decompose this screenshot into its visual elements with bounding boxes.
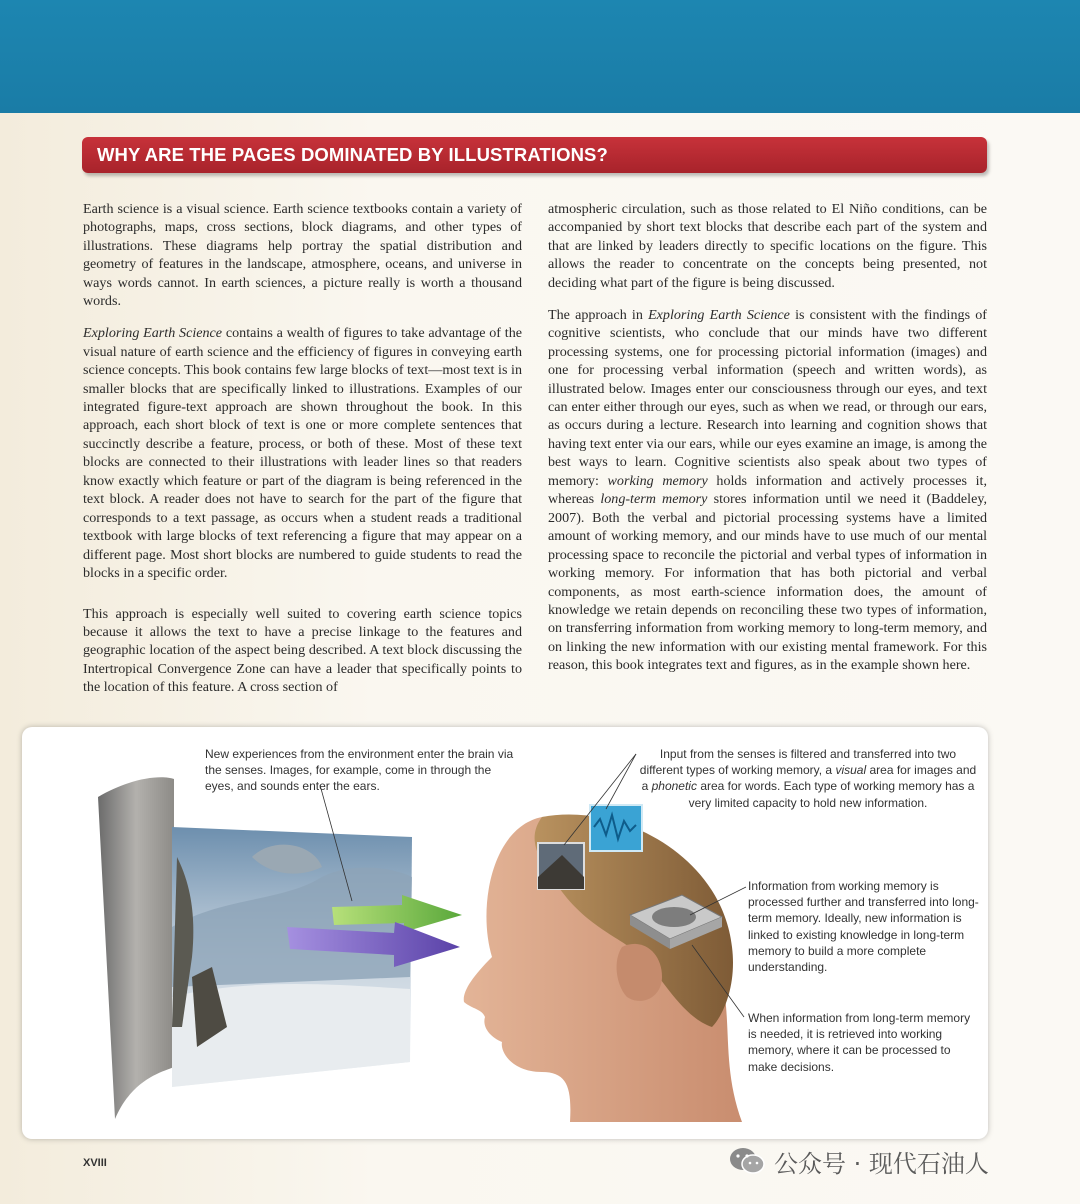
memory-figure-panel xyxy=(22,727,988,1139)
paragraph: The approach in Exploring Earth Science is consistent with the findings of cognitive scientists, who conclude that our minds have two different processing systems, one for processing pictorial information (images) and one for processing verbal information (speech and written words), as illustrated below. Images enter our consciousness through our eyes, and text can enter either through our eyes, such as when we read, or through our ears, as occurs during a lecture. Research into learning and cognition shows that having text enter via our ears, while our eyes examine an image, is among the best ways to learn. Cognitive scientists also speak about two types of memory: working memory holds information and actively processes it, whereas long-term memory stores information until we need it (Baddeley, 2007). Both the verbal and pictorial processing systems have a limited amount of working memory, and our minds have to use much of our mental processing space to reconcile the pictorial and verbal types of information in working memory. For information that has both pictorial and verbal components, as most earth-science information does, the amount of knowledge we retain depends on reconciling these two types of information, on transferring information from working memory to long-term memory, and on linking the new information with our existing mental framework. For this reason, this book integrates text and figures, as in the example shown here. xyxy=(548,306,988,674)
section-heading-bar xyxy=(82,137,987,173)
paragraph: Exploring Earth Science contains a wealth of figures to take advantage of the visual nature of earth science and the efficiency of figures in conveying earth science concepts. This book contains few large blocks of text—most text is in smaller blocks that are specifically linked to illustrations. Examples of our integrated figure-text approach are shown throughout the book. In this approach, each short block of text is one or more complete sentences that succinctly describe a feature, process, or both of these. Most of these text blocks are connected to their illustrations with leader lines so that readers know exactly which feature or part of the diagram is being referenced in the text block. A reader does not have to search for the part of the figure that corresponds to a text passage, as occurs when a student reads a traditional textbook with large blocks of text referencing a figure that may appear on a different page. Most short blocks are numbered to guide students to read the blocks in a specific order. xyxy=(83,325,522,582)
top-color-band xyxy=(0,0,1080,113)
caption-working-memory: Input from the senses is filtered and transferred into two different types of working memory, a visual area for images and a phonetic area for words. Each type of working memory has a very limited capacity to hold new information. xyxy=(639,747,977,810)
wechat-icon xyxy=(728,1146,766,1176)
book-title: Exploring Earth Science xyxy=(648,306,790,323)
caption-long-term-memory: Information from working memory is processed further and transferred into long-term memory. Ideally, new information is linked to existing knowledge in long-term memory to build a more complete understanding. xyxy=(748,879,979,975)
page-number: XVIII xyxy=(83,1157,107,1169)
paragraph: atmospheric circulation, such as those related to El Niño conditions, can be accompanied by short text blocks that describe each part of the system and that are linked by leaders directly to specific locations on the figure. This allows the reader to concentrate on the concepts being presented, not deciding what part of the figure is being discussed. xyxy=(548,201,987,291)
watermark xyxy=(728,1143,989,1179)
text-column-right xyxy=(548,200,987,688)
caption-senses: New experiences from the environment enter the brain via the senses. Images, for example, come in through the eyes, and sounds enter the ears. xyxy=(205,747,514,794)
term: long-term memory xyxy=(600,491,708,508)
watermark-text: 公众号 · 现代石油人 xyxy=(774,1149,989,1178)
text-column-left xyxy=(83,200,522,710)
section-heading: WHY ARE THE PAGES DOMINATED BY ILLUSTRATIONS? xyxy=(97,144,608,165)
book-title: Exploring Earth Science xyxy=(83,325,223,342)
paragraph: This approach is especially well suited to covering earth science topics because it allows the text to have a precise linkage to the features and geographic location of the aspect being described. A text block discussing the Intertropical Convergence Zone can have a leader that specifically points to the location of this feature. A cross section of xyxy=(83,605,522,696)
term: working memory xyxy=(607,472,708,489)
caption-retrieval: When information from long-term memory is needed, it is retrieved into working memory, where it can be processed to make decisions. xyxy=(748,1011,971,1074)
paragraph: Earth science is a visual science. Earth science textbooks contain a variety of photographs, maps, cross sections, block diagrams, and other types of illustrations. These diagrams help portray the spatial distribution and geometry of features in the landscape, atmosphere, oceans, and universe in ways words cannot. In earth sciences, a picture really is worth a thousand words. xyxy=(83,201,522,310)
